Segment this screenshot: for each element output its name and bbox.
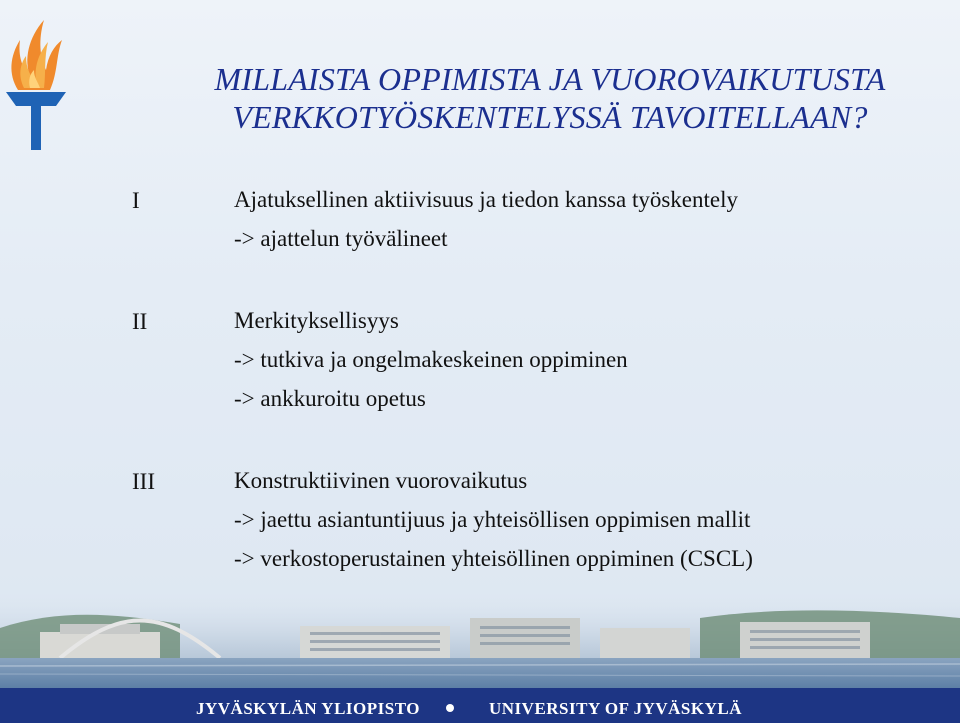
title-line-2: VERKKOTYÖSKENTELYSSÄ TAVOITELLAAN? — [232, 99, 868, 135]
section-line: Ajatuksellinen aktiivisuus ja tiedon kanssa työskentely — [234, 187, 739, 212]
footer-university-en: UNIVERSITY OF JYVÄSKYLÄ — [489, 699, 742, 718]
slide-title — [150, 60, 950, 136]
section-line: -> ajattelun työvälineet — [234, 226, 448, 251]
section-numeral: I — [132, 188, 140, 213]
section-line: -> jaettu asiantuntijuus ja yhteisöllisen oppimisen mallit — [234, 507, 751, 532]
title-line-1: MILLAISTA OPPIMISTA JA VUOROVAIKUTUSTA — [214, 61, 886, 97]
section-line: Konstruktiivinen vuorovaikutus — [234, 468, 528, 493]
section-line: -> verkostoperustainen yhteisöllinen oppiminen (CSCL) — [234, 546, 753, 571]
university-torch-logo — [4, 16, 68, 152]
section-numeral: II — [132, 309, 148, 334]
footer-bar — [0, 688, 960, 723]
bullet-dot-icon — [446, 704, 454, 712]
section-line: Merkityksellisyys — [234, 308, 399, 333]
section-line: -> tutkiva ja ongelmakeskeinen oppiminen — [234, 347, 628, 372]
section-numeral: III — [132, 469, 155, 494]
flame-icon — [11, 20, 62, 90]
section-line: -> ankkuroitu opetus — [234, 386, 426, 411]
campus-photo — [0, 588, 960, 688]
footer-university-fi: JYVÄSKYLÄN YLIOPISTO — [196, 699, 420, 718]
